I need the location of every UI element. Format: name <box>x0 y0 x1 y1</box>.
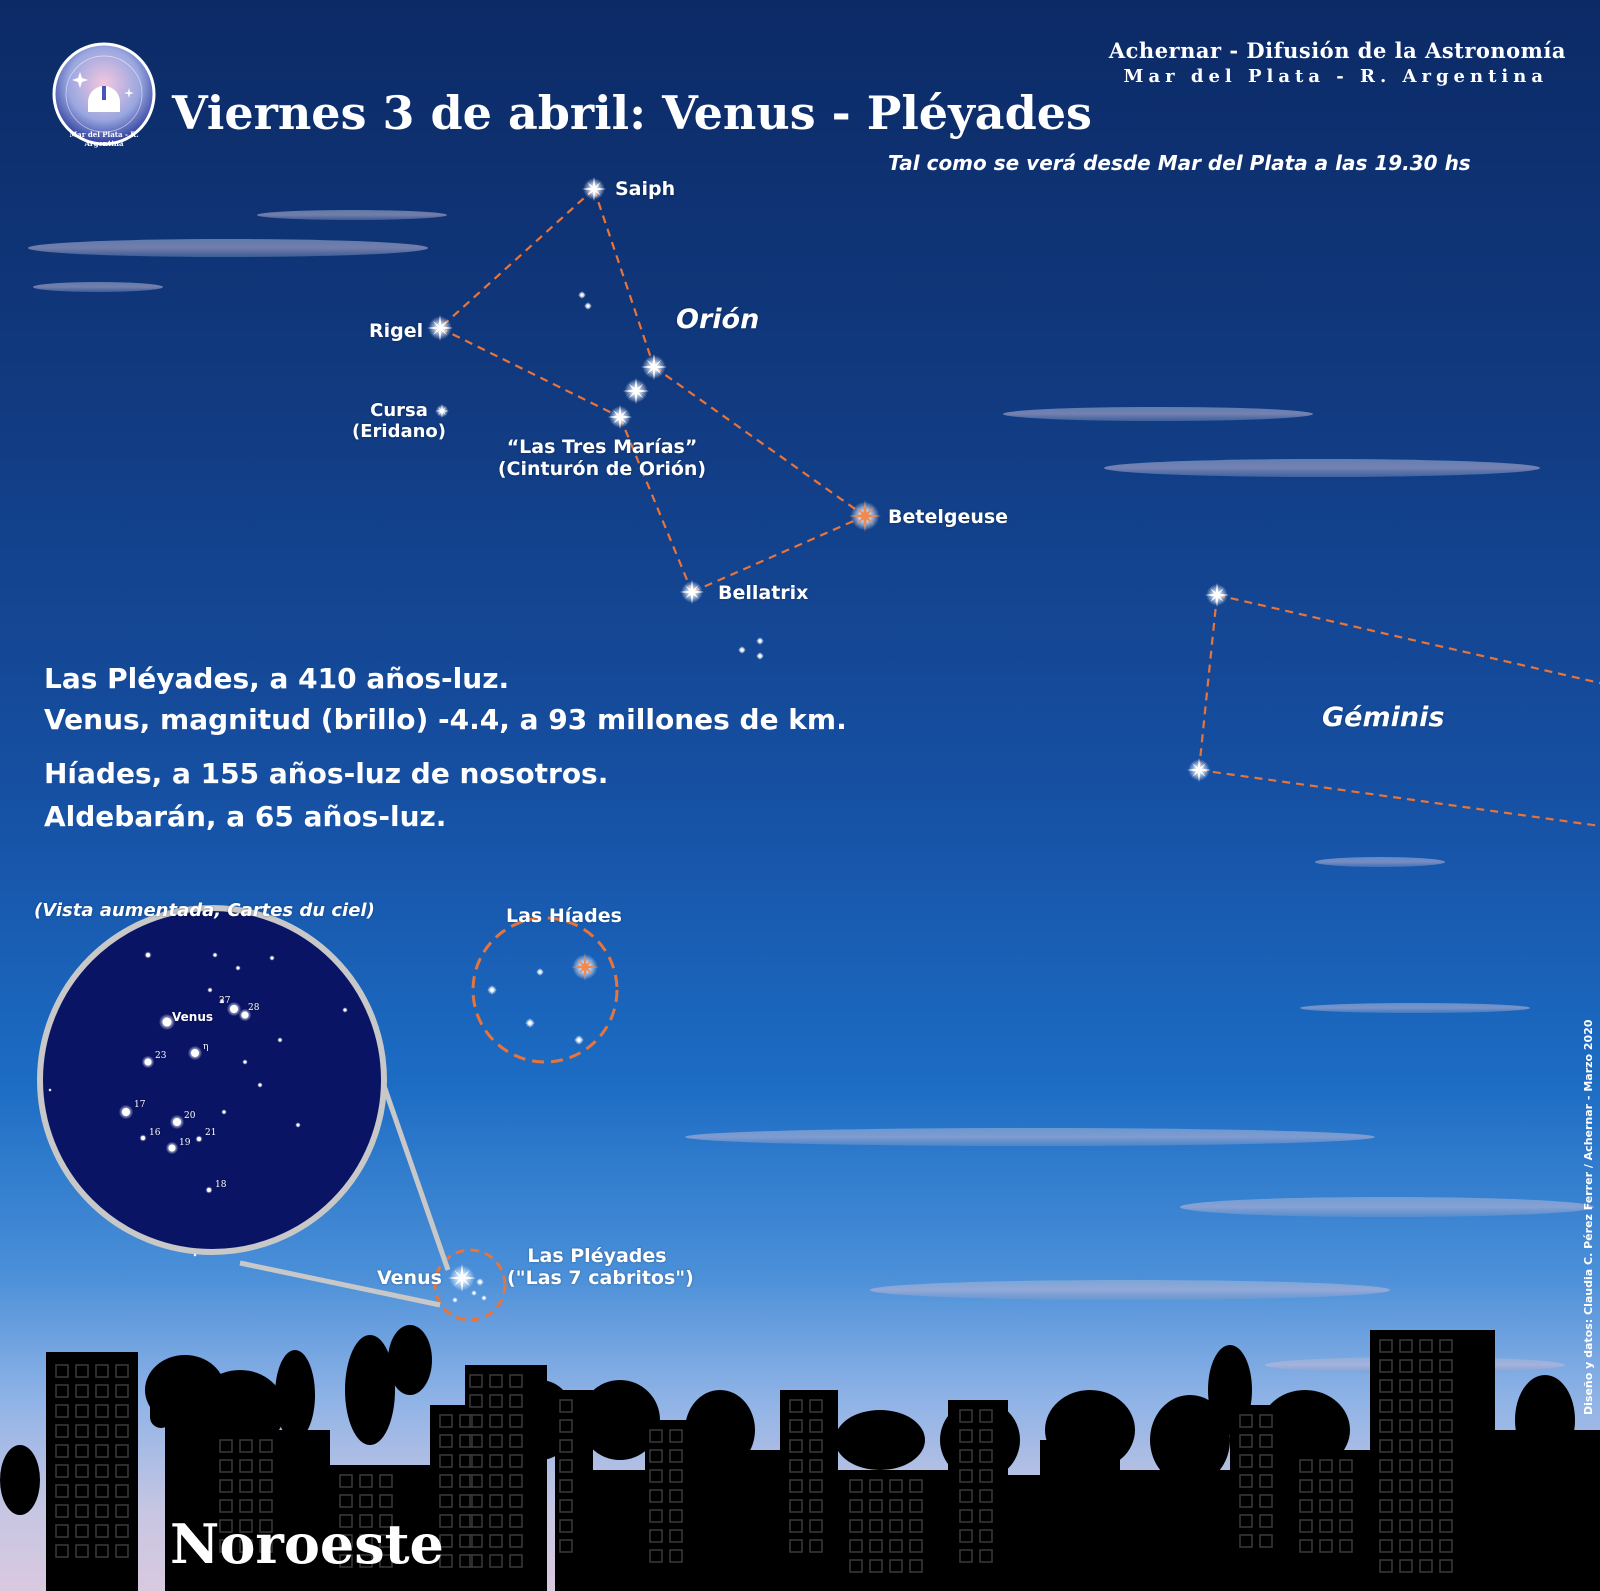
venus-star <box>448 1264 476 1292</box>
cloud <box>1104 459 1540 477</box>
credit-text: Diseño y datos: Claudia C. Pérez Ferrer / Achernar - Marzo 2020 <box>1582 1019 1595 1415</box>
inset-star <box>144 951 151 958</box>
orion-lines <box>440 189 865 592</box>
inset-caption <box>34 900 375 921</box>
cloud <box>1315 857 1445 867</box>
page-subtitle: Tal como se verá desde Mar del Plata a las 19.30 hs <box>888 151 1471 175</box>
cloud <box>1300 1003 1530 1013</box>
inset-star-number: 18 <box>215 1180 227 1190</box>
inset-star-number: 19 <box>179 1138 191 1148</box>
faint-star <box>756 637 764 645</box>
belt-label <box>497 436 707 480</box>
inset-caption-source: Cartes du ciel <box>227 900 367 921</box>
faint-star <box>578 291 586 299</box>
info-line-3: Híades, a 155 años-luz de nosotros. <box>44 757 609 790</box>
saiph-label: Saiph <box>615 178 676 200</box>
org-name: Achernar - Difusión de la Astronomía <box>1108 38 1566 63</box>
direction-label: Noroeste <box>170 1512 444 1576</box>
belt-name: “Las Tres Marías” <box>506 436 698 458</box>
inset-star-number: 21 <box>205 1128 217 1138</box>
inset-star-number: 16 <box>149 1128 161 1138</box>
cloud <box>33 282 163 292</box>
inset-venus-label: Venus <box>172 1010 213 1024</box>
logo <box>54 44 154 144</box>
inset-star-number: 28 <box>248 1003 260 1013</box>
inset-star <box>48 1088 52 1092</box>
belt-desc: (Cinturón de Orión) <box>497 458 707 480</box>
saiph-star <box>582 177 606 201</box>
inset-star-number: 20 <box>184 1111 196 1121</box>
inset-caption-suffix: ) <box>366 900 375 921</box>
org-place: Mar del Plata - R. Argentina <box>1123 66 1548 87</box>
inset-star <box>269 955 274 960</box>
info-line-4: Aldebarán, a 65 años-luz. <box>44 800 447 833</box>
faint-star <box>756 652 764 660</box>
hyades-star <box>536 968 544 976</box>
rigel-star <box>427 315 453 341</box>
cloud <box>1180 1197 1594 1217</box>
bellatrix-star <box>680 580 704 604</box>
cursa-label <box>352 400 446 442</box>
inset-star <box>295 1122 300 1127</box>
venus-label: Venus <box>377 1267 442 1289</box>
inset-star <box>205 1186 212 1193</box>
inset-star <box>221 1109 226 1114</box>
inset-star <box>119 1105 133 1119</box>
pleiades-star <box>471 1290 477 1296</box>
orion-label: Orión <box>676 304 760 335</box>
inset-caption-prefix: (Vista aumentada, <box>34 900 228 921</box>
pleiades-label <box>507 1245 694 1289</box>
inset-star <box>212 952 217 957</box>
inset-circle <box>40 908 384 1252</box>
faint-star <box>584 302 592 310</box>
inset-star <box>170 1115 184 1129</box>
geminis-star <box>1187 758 1211 782</box>
faint-star <box>738 646 746 654</box>
pleiades-star <box>481 1295 487 1301</box>
inset-star-number: 23 <box>155 1051 167 1061</box>
inset-star <box>193 1253 197 1257</box>
inset-star <box>195 1135 202 1142</box>
hyades-star <box>487 985 497 995</box>
inset-star <box>142 1056 155 1069</box>
inset-star <box>188 1046 202 1060</box>
cloud <box>257 210 447 220</box>
belt-star <box>623 378 649 404</box>
info-line-2: Venus, magnitud (brillo) -4.4, a 93 millones de km. <box>44 703 847 736</box>
cloud <box>28 239 428 257</box>
hyades-star <box>525 1018 535 1028</box>
cloud <box>1003 407 1313 421</box>
inset-star-number: η <box>203 1042 209 1052</box>
hyades-label: Las Híades <box>506 905 622 927</box>
cloud <box>685 1128 1375 1146</box>
inset-star <box>139 1134 146 1141</box>
cloud <box>870 1280 1390 1300</box>
pleiades-star <box>476 1278 484 1286</box>
betelgeuse-star <box>849 500 881 532</box>
hyades-star <box>574 1035 584 1045</box>
geminis-star <box>1205 583 1229 607</box>
cursa-constellation: (Eridano) <box>352 421 447 442</box>
inset-star-number: 17 <box>134 1100 146 1110</box>
pleiades-name: Las Pléyades <box>527 1245 667 1267</box>
pleiades-nickname: ("Las 7 cabritos") <box>507 1267 694 1289</box>
betelgeuse-label: Betelgeuse <box>888 506 1009 528</box>
logo-bottom-text: Mar del Plata - R. Argentina <box>69 130 139 148</box>
inset-star <box>277 1037 282 1042</box>
inset-star <box>166 1142 179 1155</box>
inset-star <box>257 1082 262 1087</box>
inset-star <box>242 1059 247 1064</box>
inset-star <box>207 987 212 992</box>
aldebaran-star <box>571 953 599 981</box>
inset-star <box>235 965 240 970</box>
bellatrix-label: Bellatrix <box>718 582 809 604</box>
geminis-label: Géminis <box>1322 702 1445 733</box>
rigel-label: Rigel <box>369 320 424 342</box>
pleiades-star <box>452 1297 458 1303</box>
belt-star <box>641 354 667 380</box>
cursa-name: Cursa <box>370 400 428 421</box>
inset-star-number: 27 <box>219 996 231 1006</box>
page-title: Viernes 3 de abril: Venus - Pléyades <box>172 86 1092 140</box>
info-line-1: Las Pléyades, a 410 años-luz. <box>44 662 510 695</box>
belt-star <box>608 405 632 429</box>
inset-star <box>342 1007 347 1012</box>
